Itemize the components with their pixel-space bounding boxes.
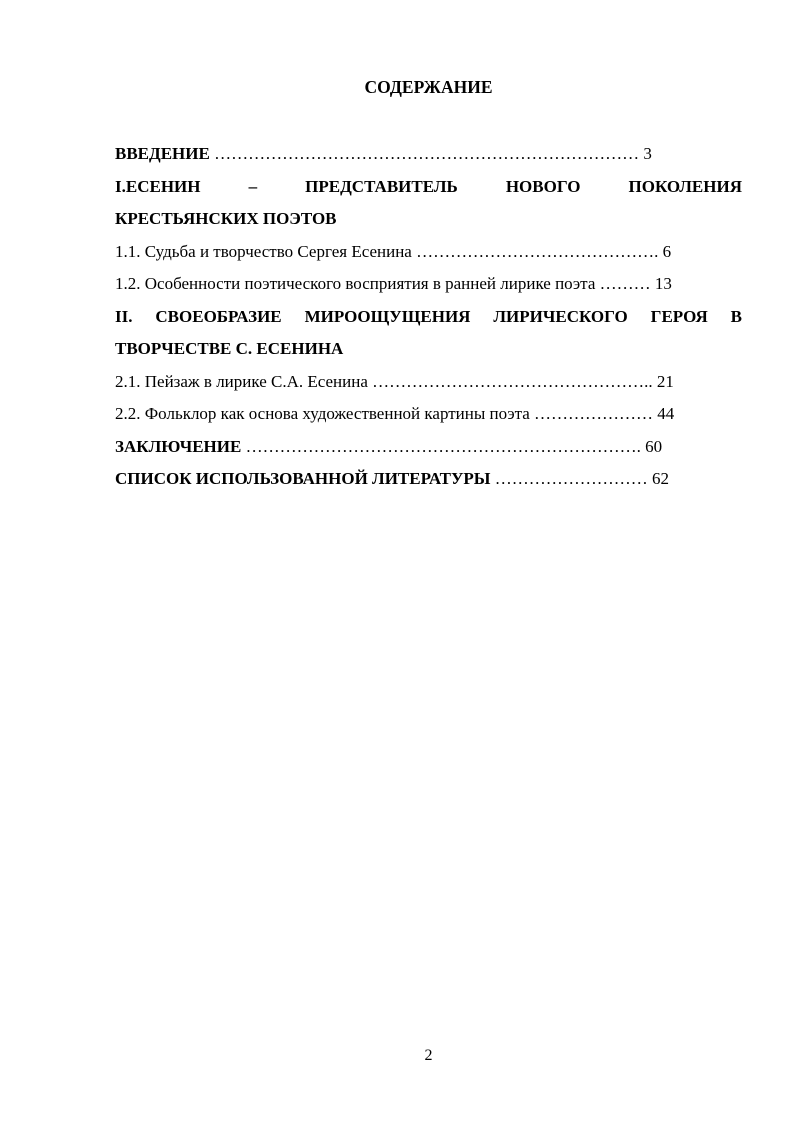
- toc-entry-introduction: [115, 140, 742, 173]
- page-number: 2: [424, 1047, 433, 1064]
- page-title: СОДЕРЖАНИЕ: [364, 77, 493, 97]
- toc-entry-leader: ……………………………………………………………. 60: [241, 436, 663, 456]
- toc-entry-leader: ………………………………………………………………… 3: [209, 144, 652, 163]
- toc-entry-label: ЗАКЛЮЧЕНИЕ: [115, 436, 242, 456]
- toc-entry-section-1-1: 1.1. Судьба и творчество Сергея Есенина ……………………………………. 6: [115, 241, 672, 261]
- toc-entry-leader: ……………………… 62: [490, 469, 669, 488]
- table-of-contents: [115, 140, 742, 498]
- toc-entry-chapter-2-line-2: ТВОРЧЕСТВЕ С. ЕСЕНИНА: [115, 339, 344, 358]
- toc-entry-label: ВВЕДЕНИЕ: [115, 144, 210, 163]
- toc-entry-chapter-1-line-2: КРЕСТЬЯНСКИХ ПОЭТОВ: [115, 209, 337, 228]
- toc-entry-section-2-1: 2.1. Пейзаж в лирике С.А. Есенина ………………………………………….. 21: [115, 371, 674, 391]
- toc-entry-chapter-2-line-1: II. СВОЕОБРАЗИЕ МИРООЩУЩЕНИЯ ЛИРИЧЕСКОГО ГЕРОЯ В: [115, 306, 742, 326]
- toc-entry-bibliography: [115, 465, 742, 498]
- toc-entry-label: СПИСОК ИСПОЛЬЗОВАННОЙ ЛИТЕРАТУРЫ: [115, 469, 491, 488]
- toc-entry-section-1-2: 1.2. Особенности поэтического восприятия в ранней лирике поэта ……… 13: [115, 274, 672, 293]
- toc-entry-chapter-1-line-1: I.ЕСЕНИН – ПРЕДСТАВИТЕЛЬ НОВОГО ПОКОЛЕНИЯ: [115, 176, 742, 196]
- toc-entry-section-2-2: 2.2. Фольклор как основа художественной картины поэта ………………… 44: [115, 404, 675, 423]
- toc-entry-conclusion: [115, 433, 742, 466]
